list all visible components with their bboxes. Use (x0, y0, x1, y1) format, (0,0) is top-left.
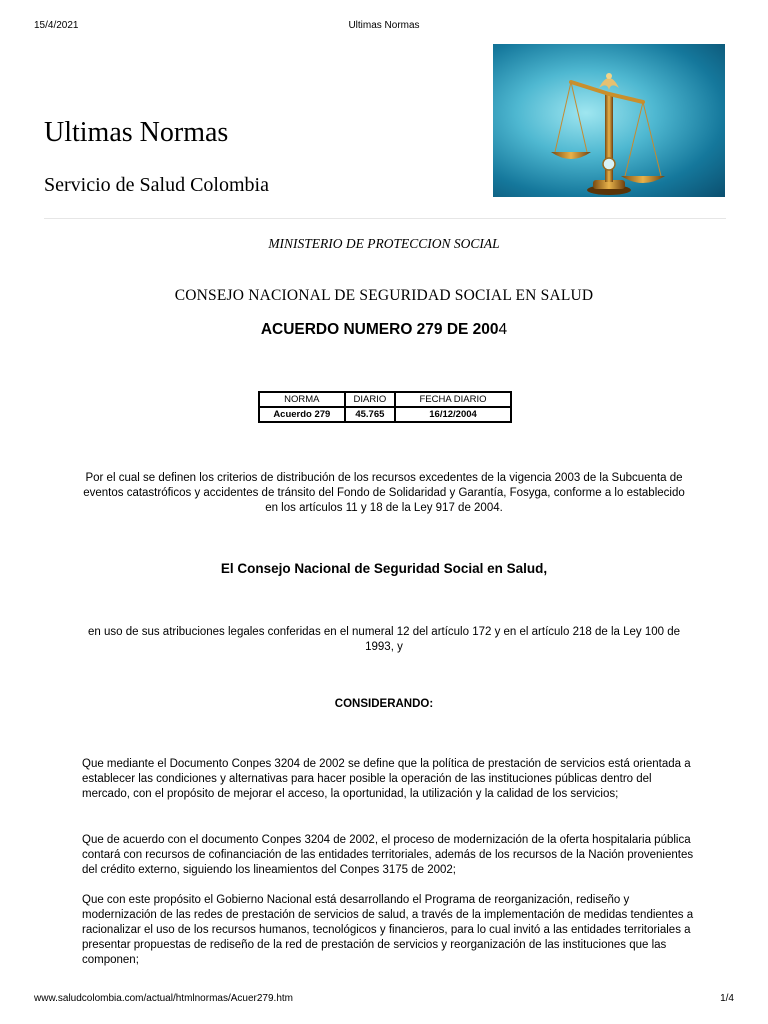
council-heading: CONSEJO NACIONAL DE SEGURIDAD SOCIAL EN SALUD (174, 287, 594, 304)
print-date: 15/4/2021 (34, 20, 79, 31)
site-subtitle: Servicio de Salud Colombia (44, 174, 269, 196)
agreement-number: ACUERDO NUMERO 279 DE 200 (260, 321, 499, 338)
print-footer-url: www.saludcolombia.com/actual/htmlnormas/Acuer279.htm (34, 993, 293, 1004)
scales-of-justice-icon (493, 44, 725, 197)
print-title: Ultimas Normas (348, 20, 420, 31)
table-header-row (259, 392, 511, 407)
table-header-cell: FECHA DIARIO (395, 392, 511, 407)
site-title: Ultimas Normas (44, 117, 229, 148)
table-cell: 45.765 (345, 407, 395, 422)
issuer-heading: El Consejo Nacional de Seguridad Social en Salud, (220, 561, 548, 576)
agreement-heading (0, 321, 768, 339)
table-header-cell: DIARIO (345, 392, 395, 407)
considering-paragraph-1: Que mediante el Documento Conpes 3204 de 2002 se define que la política de prestación de servicios está orientada a establecer las condiciones y alternativas para hacer posible la operación de las instituciones públicas dentro del mercado, con el propósito de mejorar el acceso, la oportunidad, la utilización y la calidad de los servicios; (82, 758, 691, 800)
agreement-number-suffix: 4 (498, 321, 508, 338)
ministry-heading: MINISTERIO DE PROTECCION SOCIAL (268, 236, 500, 251)
considering-heading: CONSIDERANDO: (334, 698, 434, 710)
powers-paragraph: en uso de sus atribuciones legales conferidas en el numeral 12 del artículo 172 y en el artículo 218 de la Ley 100 de 1993, y (88, 626, 680, 653)
summary-paragraph: Por el cual se definen los criterios de distribución de los recursos excedentes de la vigencia 2003 de la Subcuenta de eventos catastróficos y accidentes de tránsito del Fondo de Solidaridad y Garantía, Fosyga, conforme a lo establecido en los artículos 11 y 18 de la Ley 917 de 2004. (83, 472, 685, 514)
print-page-number: 1/4 (720, 993, 734, 1004)
considering-paragraph-2: Que de acuerdo con el documento Conpes 3204 de 2002, el proceso de modernización de la oferta hospitalaria pública contará con recursos de cofinanciación de las entidades territoriales, además de los recursos de la Nación provenientes del crédito externo, siguiendo los lineamientos del Conpes 3175 de 2002; (82, 834, 694, 876)
considering-paragraph-3: Que con este propósito el Gobierno Nacional está desarrollando el Programa de reorganización, rediseño y modernización de las redes de prestación de servicios de salud, a través de la implementación de medidas tendientes a racionalizar el uso de los recursos humanos, tecnológicos y financieros, para lo cual invitó a las entidades territoriales a presentar propuestas de rediseño de la red de prestación de servicios y reorganización de las instituciones que las componen; (82, 894, 694, 966)
header-divider (44, 218, 726, 219)
banner-image (493, 44, 725, 197)
table-cell: 16/12/2004 (395, 407, 511, 422)
table-row (259, 407, 511, 422)
table-header-cell: NORMA (259, 392, 345, 407)
table-cell: Acuerdo 279 (259, 407, 345, 422)
norm-table (258, 391, 512, 423)
